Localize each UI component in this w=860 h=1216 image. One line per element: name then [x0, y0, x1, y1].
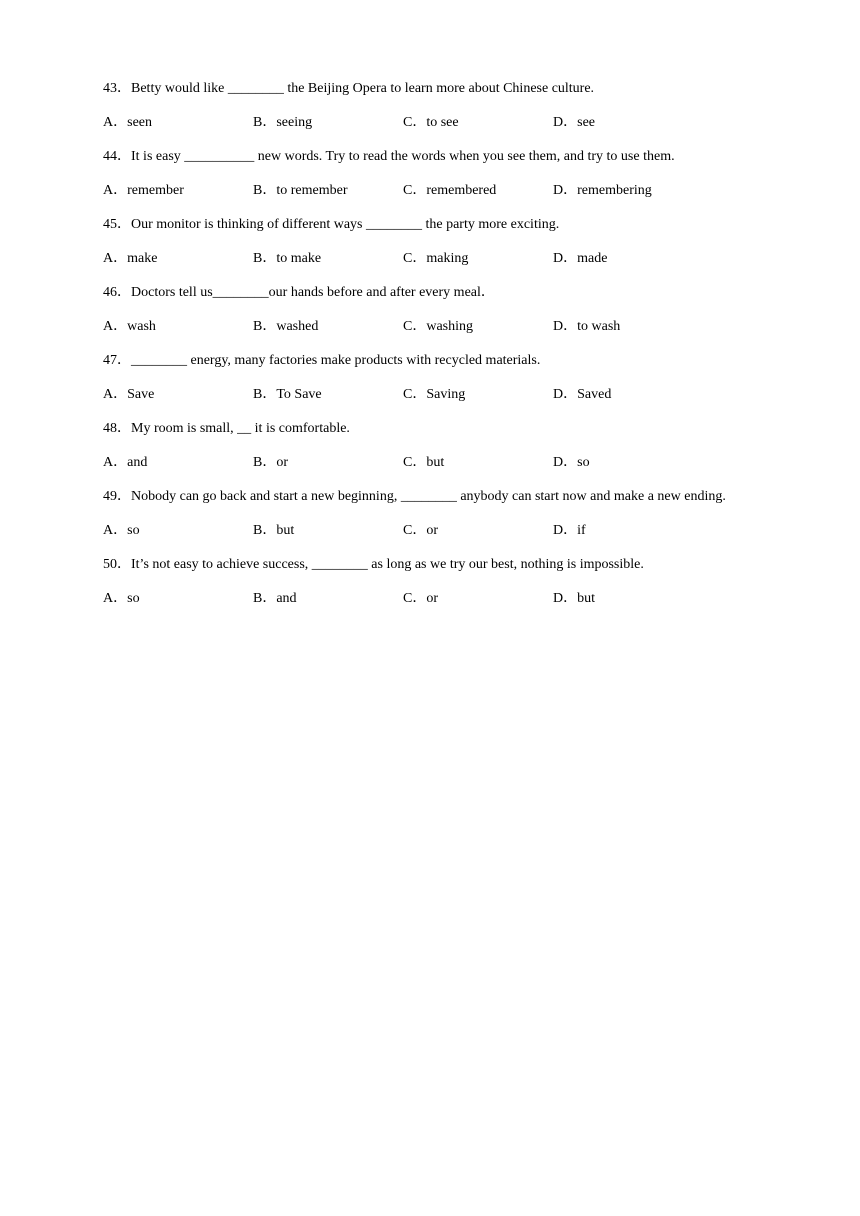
- question-number: 49．: [103, 489, 131, 504]
- option-text: seen: [127, 115, 153, 130]
- question-stem: [103, 344, 743, 378]
- option-text: to wash: [577, 319, 621, 334]
- option-text: and: [276, 591, 297, 606]
- question-49: [103, 480, 743, 548]
- option-letter: A．: [103, 523, 128, 538]
- option-letter: A．: [103, 251, 128, 266]
- option-a: [103, 514, 253, 548]
- option-text: remembered: [426, 183, 497, 198]
- option-letter: D．: [553, 591, 578, 606]
- option-a: [103, 446, 253, 480]
- option-letter: B．: [253, 523, 277, 538]
- option-letter: C．: [403, 455, 427, 470]
- option-a: [103, 174, 253, 208]
- option-d: [553, 174, 703, 208]
- option-text: Saving: [426, 387, 466, 402]
- option-c: [403, 174, 553, 208]
- option-letter: B．: [253, 115, 277, 130]
- option-a: [103, 582, 253, 616]
- option-letter: D．: [553, 319, 578, 334]
- option-letter: C．: [403, 319, 427, 334]
- option-text: To Save: [276, 387, 322, 402]
- question-text: Betty would like ________ the Beijing Opera to learn more about Chinese culture.: [131, 81, 595, 96]
- question-45: [103, 208, 743, 276]
- option-text: but: [577, 591, 596, 606]
- option-a: [103, 378, 253, 412]
- option-a: [103, 310, 253, 344]
- option-letter: B．: [253, 319, 277, 334]
- option-text: so: [127, 523, 140, 538]
- option-c: [403, 446, 553, 480]
- option-text: remembering: [577, 183, 652, 198]
- question-number: 46．: [103, 285, 131, 300]
- option-letter: B．: [253, 251, 277, 266]
- option-text: washed: [276, 319, 319, 334]
- question-text: Nobody can go back and start a new beginning, ________ anybody can start now and make a new ending.: [131, 489, 726, 504]
- option-letter: D．: [553, 523, 578, 538]
- option-text: or: [276, 455, 289, 470]
- answer-options: [103, 106, 743, 140]
- question-text: Doctors tell us________our hands before and after every meal．: [131, 285, 495, 300]
- option-text: and: [127, 455, 148, 470]
- option-letter: B．: [253, 455, 277, 470]
- question-number: 48．: [103, 421, 131, 436]
- answer-options: [103, 378, 743, 412]
- option-a: [103, 106, 253, 140]
- option-text: remember: [127, 183, 184, 198]
- option-letter: B．: [253, 591, 277, 606]
- question-stem: [103, 208, 743, 242]
- option-d: [553, 106, 703, 140]
- answer-options: [103, 310, 743, 344]
- option-d: [553, 242, 703, 276]
- option-b: [253, 310, 403, 344]
- option-letter: D．: [553, 387, 578, 402]
- option-d: [553, 310, 703, 344]
- question-48: [103, 412, 743, 480]
- option-d: [553, 446, 703, 480]
- option-letter: A．: [103, 319, 128, 334]
- question-text: ________ energy, many factories make products with recycled materials.: [131, 353, 541, 368]
- question-number: 45．: [103, 217, 131, 232]
- question-47: [103, 344, 743, 412]
- option-text: washing: [426, 319, 474, 334]
- option-c: [403, 106, 553, 140]
- answer-options: [103, 446, 743, 480]
- option-letter: C．: [403, 183, 427, 198]
- question-text: Our monitor is thinking of different ways ________ the party more exciting.: [131, 217, 560, 232]
- option-letter: D．: [553, 455, 578, 470]
- question-stem: [103, 72, 743, 106]
- option-text: to see: [426, 115, 459, 130]
- option-d: [553, 514, 703, 548]
- answer-options: [103, 174, 743, 208]
- question-46: [103, 276, 743, 344]
- option-letter: C．: [403, 251, 427, 266]
- option-letter: A．: [103, 591, 128, 606]
- option-b: [253, 174, 403, 208]
- option-text: but: [276, 523, 295, 538]
- option-letter: A．: [103, 115, 128, 130]
- option-text: if: [577, 523, 586, 538]
- option-text: make: [127, 251, 158, 266]
- question-stem: [103, 412, 743, 446]
- option-letter: D．: [553, 115, 578, 130]
- question-number: 50．: [103, 557, 131, 572]
- answer-options: [103, 514, 743, 548]
- option-letter: C．: [403, 523, 427, 538]
- option-c: [403, 582, 553, 616]
- question-44: [103, 140, 743, 208]
- option-text: or: [426, 591, 439, 606]
- option-text: to remember: [276, 183, 348, 198]
- option-a: [103, 242, 253, 276]
- option-c: [403, 242, 553, 276]
- option-letter: B．: [253, 183, 277, 198]
- option-text: wash: [127, 319, 156, 334]
- question-stem: [103, 276, 743, 310]
- option-b: [253, 106, 403, 140]
- option-text: so: [577, 455, 590, 470]
- answer-options: [103, 582, 743, 616]
- question-text: It’s not easy to achieve success, ________ as long as we try our best, nothing is impossible.: [131, 557, 644, 572]
- option-letter: D．: [553, 183, 578, 198]
- option-b: [253, 514, 403, 548]
- question-number: 47．: [103, 353, 131, 368]
- option-text: so: [127, 591, 140, 606]
- question-stem: [103, 140, 743, 174]
- option-text: Saved: [577, 387, 612, 402]
- question-text: My room is small, __ it is comfortable.: [131, 421, 350, 436]
- option-b: [253, 242, 403, 276]
- question-list: [103, 72, 743, 616]
- option-c: [403, 378, 553, 412]
- option-b: [253, 446, 403, 480]
- option-d: [553, 582, 703, 616]
- option-letter: C．: [403, 387, 427, 402]
- option-b: [253, 582, 403, 616]
- option-letter: A．: [103, 387, 128, 402]
- option-text: Save: [127, 387, 155, 402]
- option-text: see: [577, 115, 596, 130]
- option-letter: C．: [403, 591, 427, 606]
- question-50: [103, 548, 743, 616]
- option-text: seeing: [276, 115, 313, 130]
- option-text: making: [426, 251, 469, 266]
- question-stem: [103, 548, 743, 582]
- question-text: It is easy __________ new words. Try to read the words when you see them, and try to use them.: [131, 149, 675, 164]
- option-text: but: [426, 455, 445, 470]
- option-letter: B．: [253, 387, 277, 402]
- option-letter: A．: [103, 183, 128, 198]
- option-letter: A．: [103, 455, 128, 470]
- option-d: [553, 378, 703, 412]
- option-text: made: [577, 251, 608, 266]
- question-number: 44．: [103, 149, 131, 164]
- option-b: [253, 378, 403, 412]
- option-c: [403, 310, 553, 344]
- question-stem: [103, 480, 743, 514]
- option-letter: C．: [403, 115, 427, 130]
- answer-options: [103, 242, 743, 276]
- option-c: [403, 514, 553, 548]
- question-number: 43．: [103, 81, 131, 96]
- option-letter: D．: [553, 251, 578, 266]
- option-text: to make: [276, 251, 322, 266]
- option-text: or: [426, 523, 439, 538]
- question-43: [103, 72, 743, 140]
